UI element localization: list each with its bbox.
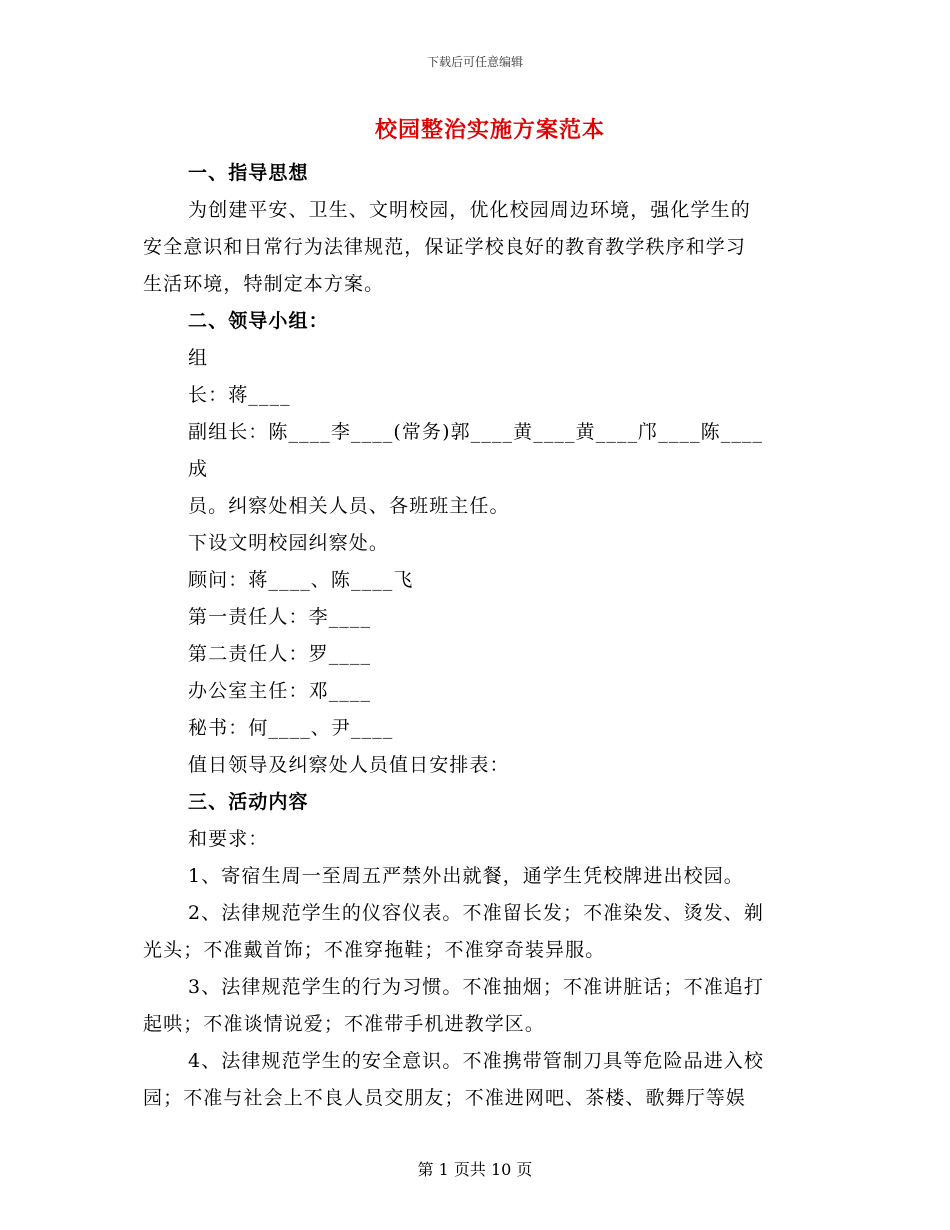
list-item: 3、法律规范学生的行为习惯。不准抽烟；不准讲脏话；不准追打 xyxy=(188,976,764,998)
paragraph-line: 组 xyxy=(188,347,209,369)
paragraph-line: 成 xyxy=(188,458,209,480)
list-item-continuation: 起哄；不准谈情说爱；不准带手机进教学区。 xyxy=(143,1013,546,1035)
section-heading-1: 一、指导思想 xyxy=(188,162,309,184)
paragraph-line: 值日领导及纠察处人员值日安排表： xyxy=(188,754,510,776)
header-note: 下载后可任意编辑 xyxy=(426,55,523,69)
paragraph-line: 办公室主任：邓____ xyxy=(188,680,372,702)
list-item-continuation: 园；不准与社会上不良人员交朋友；不准进网吧、茶楼、歌舞厅等娱 xyxy=(143,1087,747,1109)
list-item: 2、法律规范学生的仪容仪表。不准留长发；不准染发、烫发、剃 xyxy=(188,902,764,924)
paragraph-line: 和要求： xyxy=(188,828,269,850)
document-body xyxy=(143,155,813,1117)
paragraph-line: 长：蒋____ xyxy=(188,384,291,406)
document-title: 校园整治实施方案范本 xyxy=(374,117,605,143)
paragraph-line: 下设文明校园纠察处。 xyxy=(188,532,390,554)
section-heading-2: 二、领导小组： xyxy=(188,310,329,332)
list-item: 1、寄宿生周一至周五严禁外出就餐，通学生凭校牌进出校园。 xyxy=(188,865,744,887)
paragraph-line: 第一责任人：李____ xyxy=(188,606,372,628)
paragraph-line: 第二责任人：罗____ xyxy=(188,643,372,665)
list-item: 4、法律规范学生的安全意识。不准携带管制刀具等危险品进入校 xyxy=(188,1050,764,1072)
paragraph-line: 安全意识和日常行为法律规范，保证学校良好的教育教学秩序和学习 xyxy=(143,236,747,258)
paragraph-line: 顾问：蒋____、陈____飞 xyxy=(188,569,414,591)
paragraph-line: 员。纠察处相关人员、各班班主任。 xyxy=(188,495,510,517)
paragraph-line: 为创建平安、卫生、文明校园，优化校园周边环境，强化学生的 xyxy=(188,199,751,221)
list-item-continuation: 光头；不准戴首饰；不准穿拖鞋；不准穿奇装异服。 xyxy=(143,939,606,961)
section-heading-3: 三、活动内容 xyxy=(188,791,309,813)
paragraph-line: 秘书：何____、尹____ xyxy=(188,717,394,739)
paragraph-line: 副组长：陈____李____(常务)郭____黄____黄____邝____陈____ xyxy=(188,421,764,443)
paragraph-line: 生活环境，特制定本方案。 xyxy=(143,273,385,295)
page-footer: 第 1 页共 10 页 xyxy=(417,1160,533,1179)
